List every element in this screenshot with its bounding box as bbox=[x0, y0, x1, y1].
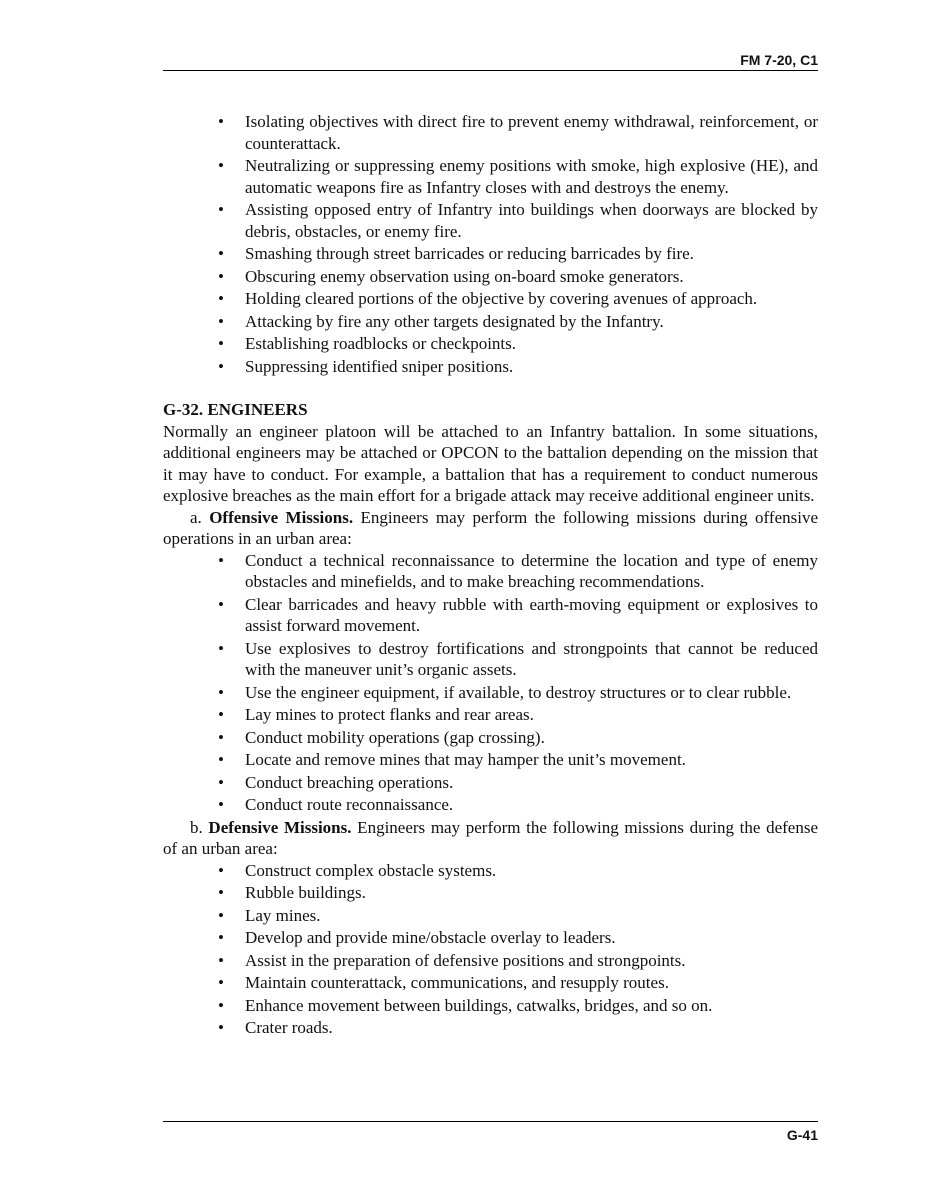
offensive-heading: Offensive Missions. bbox=[209, 507, 354, 527]
list-item: • Assisting opposed entry of Infantry into buildings when doorways are blocked by debris, obstacles, or enemy fire. bbox=[245, 199, 818, 242]
list-item: • Enhance movement between buildings, catwalks, bridges, and so on. bbox=[245, 995, 818, 1017]
list-item: • Conduct route reconnaissance. bbox=[245, 794, 818, 816]
list-item: • Locate and remove mines that may hamper the unit’s movement. bbox=[245, 749, 818, 771]
footer-rule bbox=[163, 1121, 818, 1122]
list-item: • Conduct a technical reconnaissance to determine the location and type of enemy obstacles and minefields, and to make breaching recommendations. bbox=[245, 550, 818, 593]
list-item: • Conduct breaching operations. bbox=[245, 772, 818, 794]
list-item: • Obscuring enemy observation using on-board smoke generators. bbox=[245, 266, 818, 288]
list-item: • Isolating objectives with direct fire to prevent enemy withdrawal, reinforcement, or counterattack. bbox=[245, 111, 818, 154]
list-item: • Smashing through street barricades or reducing barricades by fire. bbox=[245, 243, 818, 265]
running-header: FM 7-20, C1 bbox=[740, 52, 818, 68]
defensive-bullet-list bbox=[163, 860, 818, 1039]
list-item: • Develop and provide mine/obstacle overlay to leaders. bbox=[245, 927, 818, 949]
list-item: • Use the engineer equipment, if available, to destroy structures or to clear rubble. bbox=[245, 682, 818, 704]
header-rule bbox=[163, 70, 818, 71]
page-number: G-41 bbox=[786, 1127, 818, 1143]
list-item: • Suppressing identified sniper positions. bbox=[245, 356, 818, 378]
offensive-paragraph bbox=[163, 507, 818, 550]
list-item: • Lay mines to protect flanks and rear areas. bbox=[245, 704, 818, 726]
list-item: • Assist in the preparation of defensive positions and strongpoints. bbox=[245, 950, 818, 972]
list-item: • Construct complex obstacle systems. bbox=[245, 860, 818, 882]
offensive-bullet-list bbox=[163, 550, 818, 816]
defensive-text: Engineers may perform the following missions during the defense of an urban area: bbox=[163, 817, 818, 858]
list-item: • Lay mines. bbox=[245, 905, 818, 927]
defensive-letter: b. bbox=[190, 817, 203, 837]
list-item: • Use explosives to destroy fortifications and strongpoints that cannot be reduced with the maneuver unit’s organic assets. bbox=[245, 638, 818, 681]
list-item: • Attacking by fire any other targets designated by the Infantry. bbox=[245, 311, 818, 333]
list-item: • Maintain counterattack, communications, and resupply routes. bbox=[245, 972, 818, 994]
page-body bbox=[163, 111, 818, 1040]
intro-bullet-list bbox=[163, 111, 818, 377]
defensive-paragraph bbox=[163, 817, 818, 860]
list-item: • Crater roads. bbox=[245, 1017, 818, 1039]
section-intro-paragraph: Normally an engineer platoon will be attached to an Infantry battalion. In some situations, additional engineers may be attached or OPCON to the battalion depending on the mission that it may have to conduct. For example, a battalion that has a requirement to conduct numerous explosive breaches as the main effort for a brigade attack may receive additional engineer units. bbox=[163, 421, 818, 505]
offensive-text: Engineers may perform the following missions during offensive operations in an urban area: bbox=[163, 507, 818, 548]
list-item: • Neutralizing or suppressing enemy positions with smoke, high explosive (HE), and automatic weapons fire as Infantry closes with and destroys the enemy. bbox=[245, 155, 818, 198]
list-item: • Establishing roadblocks or checkpoints. bbox=[245, 333, 818, 355]
section-title: G-32. ENGINEERS bbox=[163, 400, 308, 419]
list-item: • Rubble buildings. bbox=[245, 882, 818, 904]
offensive-letter: a. bbox=[190, 507, 202, 527]
list-item: • Clear barricades and heavy rubble with earth-moving equipment or explosives to assist forward movement. bbox=[245, 594, 818, 637]
list-item: • Holding cleared portions of the objective by covering avenues of approach. bbox=[245, 288, 818, 310]
list-item: • Conduct mobility operations (gap crossing). bbox=[245, 727, 818, 749]
defensive-heading: Defensive Missions. bbox=[208, 817, 352, 837]
